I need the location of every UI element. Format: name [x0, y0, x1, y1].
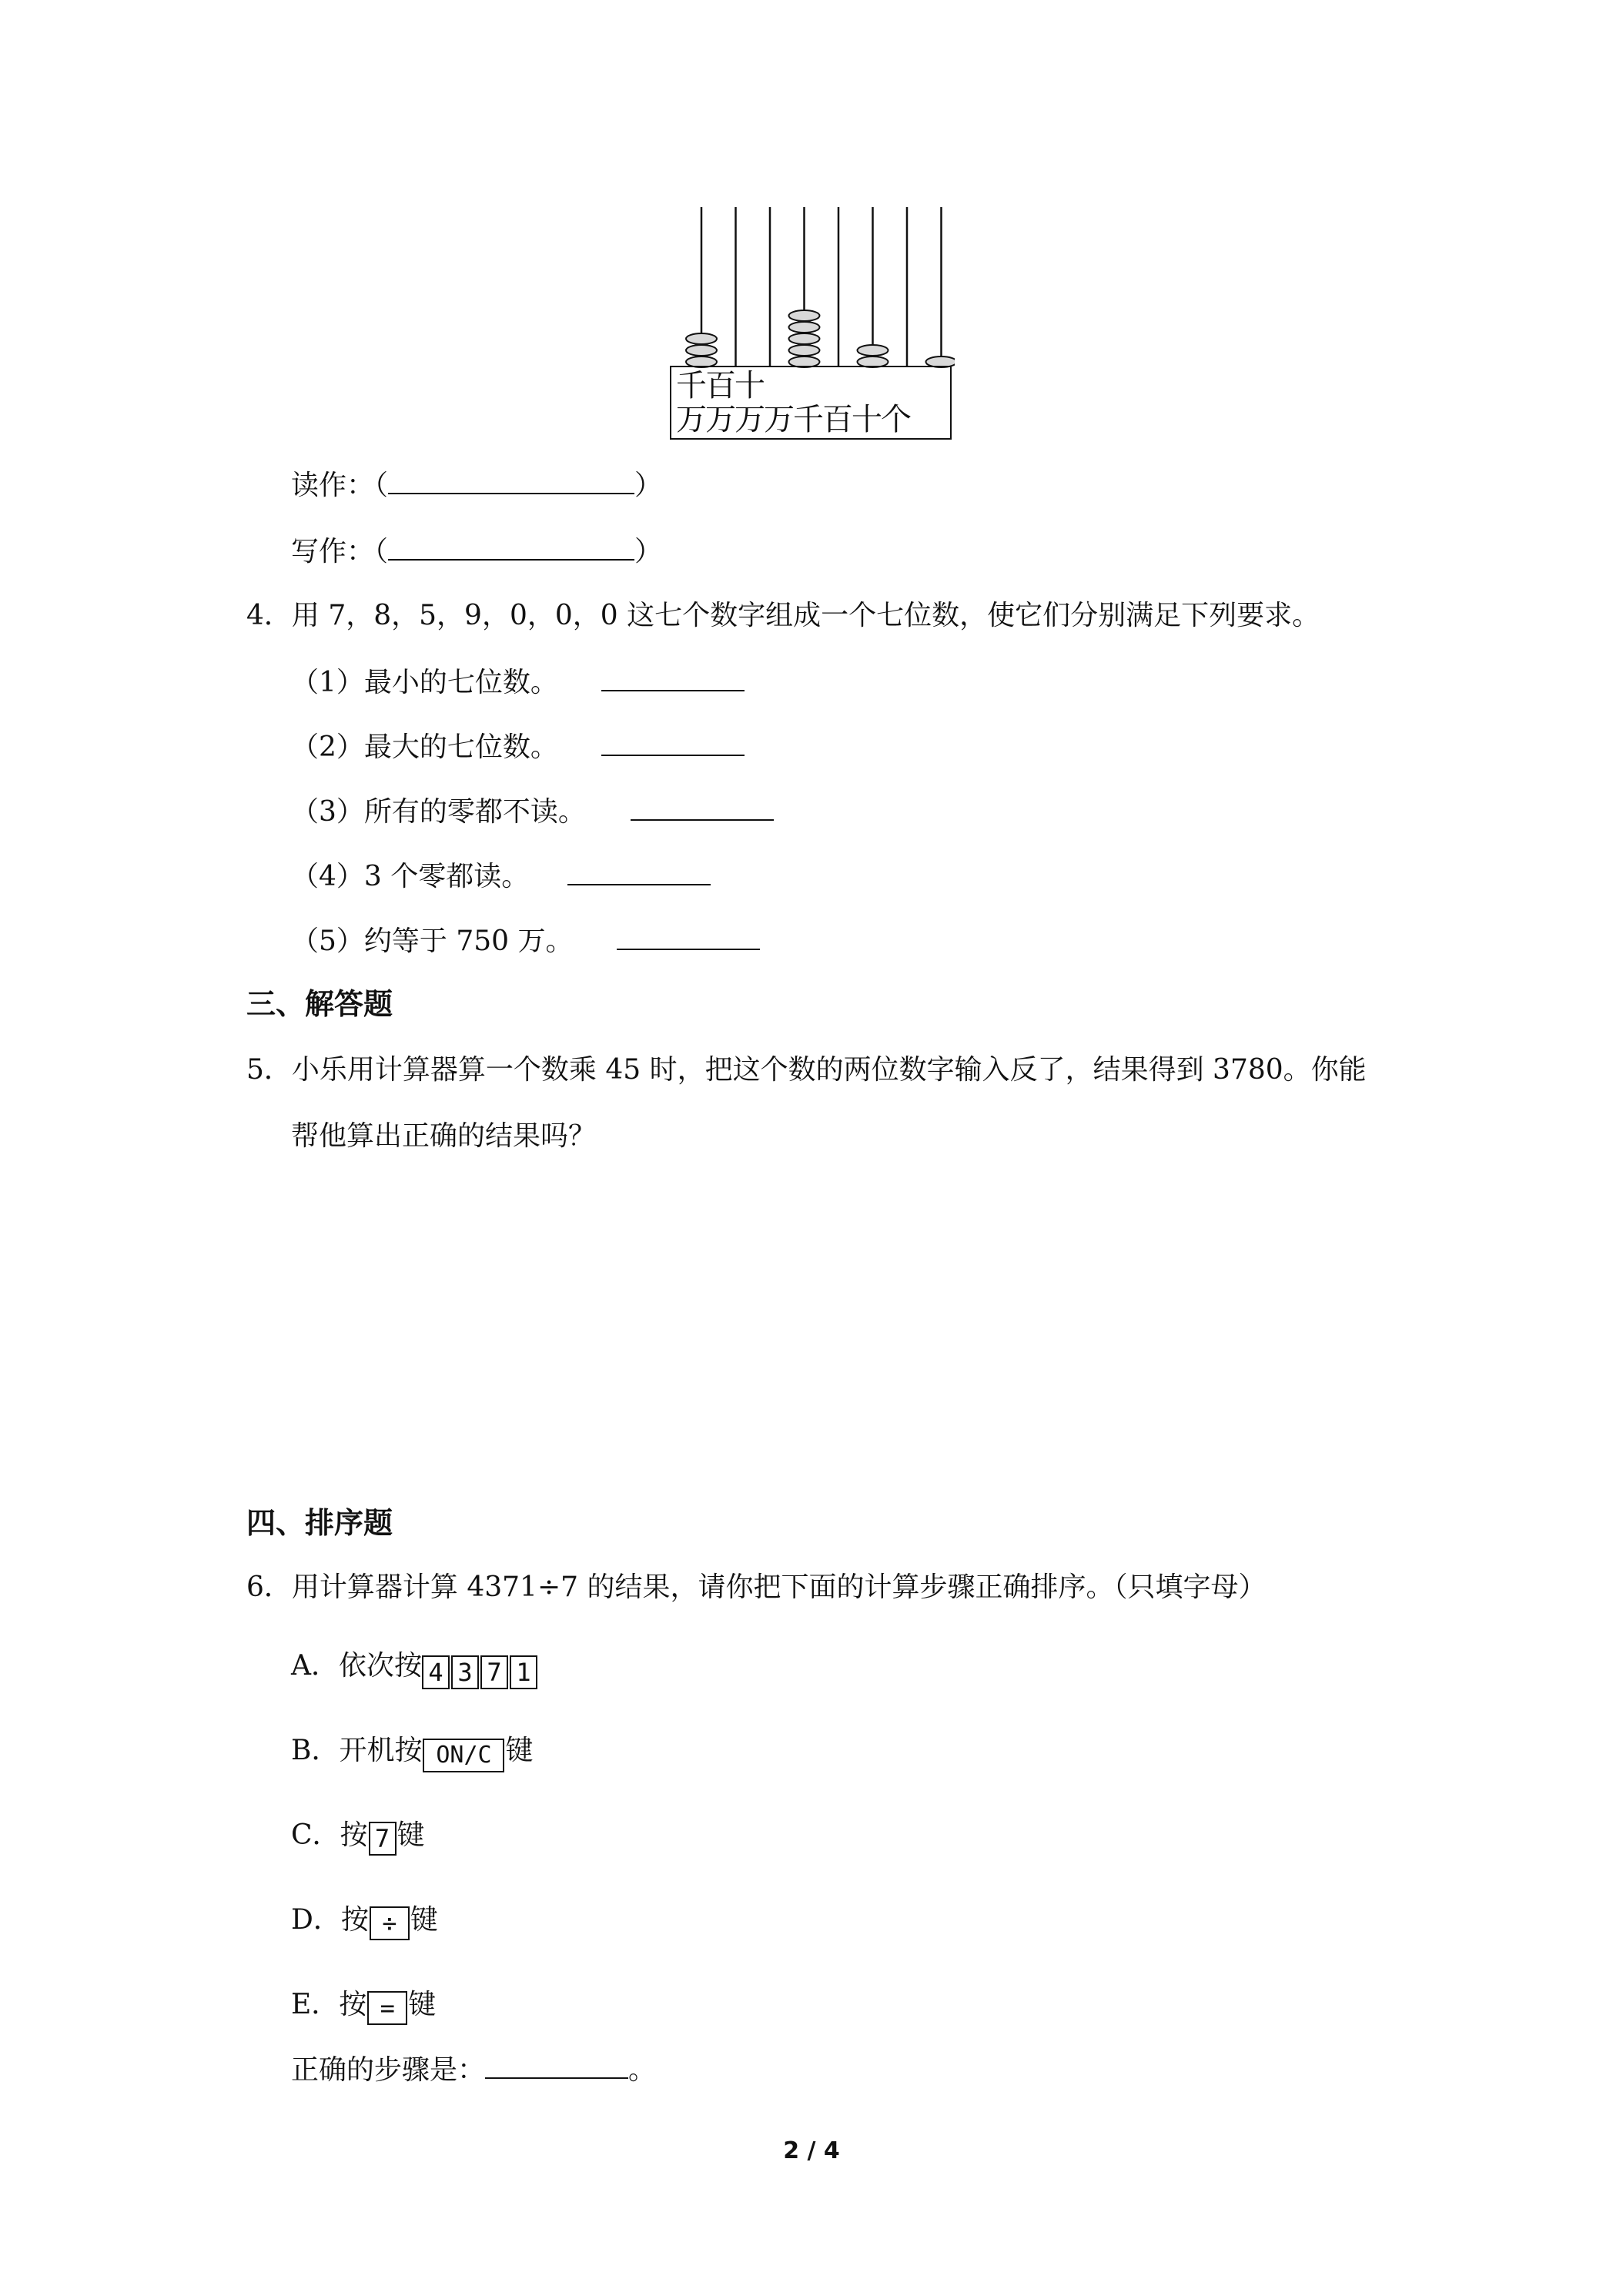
q6-step-b-text: B．开机按 [291, 1735, 423, 1766]
q4-item-3-blank[interactable] [631, 793, 774, 821]
q6-step-b [291, 1732, 533, 1772]
q6-step-c [291, 1817, 425, 1856]
abacus-figure [670, 204, 955, 443]
abacus-bead [789, 333, 820, 344]
calc-key-7: 7 [480, 1655, 508, 1689]
q6-answer-end: 。 [628, 2054, 657, 2086]
q6-step-b-suffix: 键 [505, 1735, 534, 1766]
q4-item-5 [291, 922, 760, 960]
q4-item-5-text: （5）约等于 750 万。 [291, 925, 574, 957]
abacus-bead [686, 333, 717, 344]
q6-title: 6．用计算器计算 4371÷7 的结果，请你把下面的计算步骤正确排序。（只填字母） [246, 1571, 1267, 1603]
calc-key-divisor-7: 7 [369, 1822, 397, 1856]
q4-item-1-blank[interactable] [601, 664, 745, 691]
q6-step-a [291, 1648, 539, 1689]
calc-key-4: 4 [422, 1655, 450, 1689]
page-number: 2 / 4 [783, 2137, 840, 2164]
q5-line-2: 帮他算出正确的结果吗？ [291, 1120, 597, 1152]
q4-item-2-blank[interactable] [601, 728, 745, 756]
q5-line-1: 5．小乐用计算器算一个数乘 45 时，把这个数的两位数字输入反了，结果得到 3780。你能 [246, 1054, 1367, 1086]
q6-step-d [291, 1902, 438, 1940]
q4-item-4 [291, 858, 711, 895]
q6-step-c-text: C．按 [291, 1819, 368, 1851]
q6-step-d-suffix: 键 [410, 1904, 438, 1936]
q6-step-e-suffix: 键 [408, 1989, 437, 2020]
section-heading-answer: 三、解答题 [246, 987, 393, 1021]
q6-step-e [291, 1986, 436, 2025]
write-as-label: 写作：（ [291, 536, 389, 567]
q6-step-e-text: E．按 [291, 1989, 367, 2020]
place-row-top: 千百十 [676, 368, 764, 403]
abacus-bead [789, 310, 820, 321]
q6-answer-blank[interactable] [485, 2051, 628, 2079]
q4-item-2-text: （2）最大的七位数。 [291, 731, 558, 763]
q4-item-5-blank[interactable] [617, 922, 760, 950]
abacus-bead [789, 345, 820, 356]
abacus-place-frame [670, 366, 952, 440]
write-as-line [291, 533, 662, 571]
calc-key-on-c: ON/C [423, 1739, 504, 1772]
q6-step-a-keys [422, 1651, 539, 1689]
abacus-rods [670, 204, 955, 370]
calc-key-equals: = [367, 1991, 407, 2025]
write-as-blank[interactable] [388, 533, 634, 561]
abacus-bead [858, 345, 888, 356]
calc-key-1: 1 [510, 1655, 537, 1689]
q6-step-a-text: A．依次按 [291, 1650, 422, 1682]
read-as-close: ） [634, 470, 663, 501]
read-as-blank[interactable] [388, 467, 634, 494]
read-as-label: 读作：（ [291, 470, 389, 501]
q6-answer-line [291, 2051, 656, 2089]
abacus-bead [686, 345, 717, 356]
calc-key-3: 3 [451, 1655, 479, 1689]
q4-item-3 [291, 793, 774, 831]
q4-item-1 [291, 664, 745, 701]
abacus-bead [789, 322, 820, 333]
q4-item-1-text: （1）最小的七位数。 [291, 667, 558, 698]
section-heading-ordering: 四、排序题 [246, 1506, 393, 1540]
q6-step-d-text: D．按 [291, 1904, 369, 1936]
q4-title: 4．用 7，8，5，9，0，0，0 这七个数字组成一个七位数，使它们分别满足下列要求。 [246, 600, 1320, 631]
q4-item-3-text: （3）所有的零都不读。 [291, 796, 586, 828]
write-as-close: ） [634, 536, 663, 567]
q6-answer-label: 正确的步骤是： [291, 2054, 486, 2086]
q4-item-2 [291, 728, 745, 766]
calc-key-divide: ÷ [370, 1906, 410, 1940]
q4-item-4-text: （4）3 个零都读。 [291, 861, 530, 892]
q4-item-4-blank[interactable] [567, 858, 711, 885]
place-row-bottom: 万万万万千百十个 [676, 402, 910, 437]
q6-step-c-suffix: 键 [397, 1819, 425, 1851]
read-as-line [291, 467, 662, 504]
